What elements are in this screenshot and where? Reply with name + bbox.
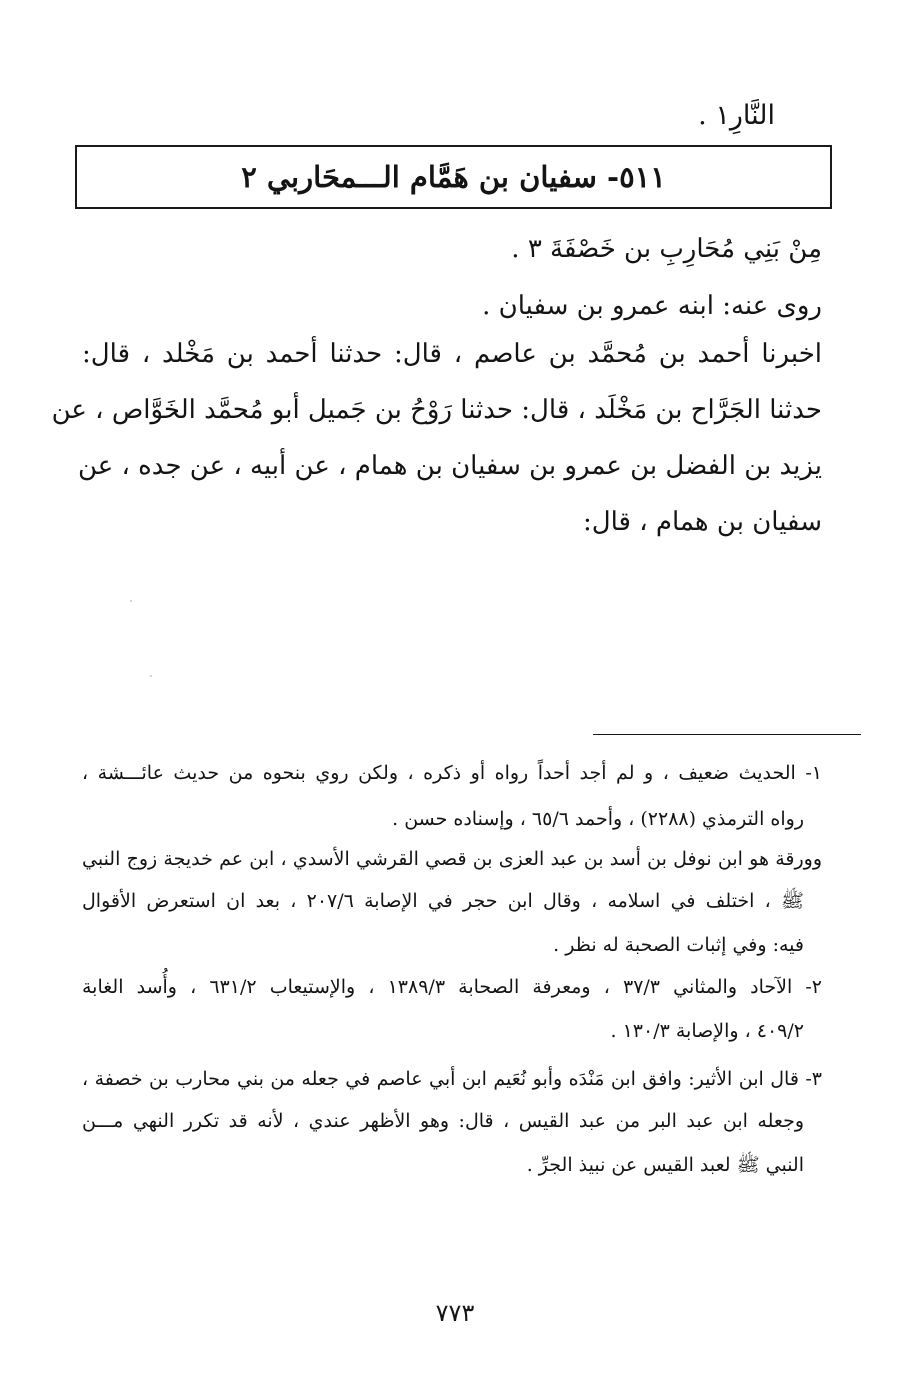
- isnad-line: حدثنا الجَرَّاح بن مَخْلَد ، قال: حدثنا رَوْحُ بن جَميل أبو مُحمَّد الخَوَّاص ، عن: [51, 395, 822, 425]
- footnote-line: ١- الحديث ضعيف ، و لم أجد أحداً رواه أو ذكره ، ولكن روي بنحوه من حديث عائـــشة ،: [82, 762, 822, 784]
- lineage-line: مِنْ بَنِي مُحَارِبِ بن خَصْفَةَ ٣ .: [511, 234, 822, 264]
- isnad-line: اخبرنا أحمد بن مُحمَّد بن عاصم ، قال: حدثنا أحمد بن مَخْلد ، قال:: [82, 339, 822, 369]
- footnote-line: وجعله ابن عبد البر من عبد القيس ، قال: وهو الأظهر عندي ، لأنه قد تكرر النهي مـــن: [82, 1110, 804, 1132]
- previous-entry-ending: النَّارِ١ .: [698, 100, 775, 131]
- page-number: ٧٧٣: [435, 1299, 475, 1327]
- footnote-line: فيه: وفي إثبات الصحبة له نظر .: [553, 934, 804, 956]
- entry-title: ٥١١- سفيان بن هَمَّام الـــمحَاربي ٢: [241, 160, 666, 194]
- isnad-line: يزيد بن الفضل بن عمرو بن سفيان بن همام ، عن أبيه ، عن جده ، عن: [77, 451, 822, 481]
- scan-speck: [130, 600, 132, 602]
- footnote-line: ٣- قال ابن الأثير: وافق ابن مَنْدَه وأبو نُعَيم ابن أبي عاصم في جعله من بني محارب بن خصفة ،: [82, 1068, 822, 1090]
- footnote-line: ﷺ ، اختلف في اسلامه ، وقال ابن حجر في الإصابة ٢٠٧/٦ ، بعد ان استعرض الأقوال: [82, 890, 804, 912]
- footnote-line: ٤٠٩/٢ ، والإصابة ١٣٠/٣ .: [610, 1020, 804, 1042]
- isnad-line: سفيان بن همام ، قال:: [582, 507, 822, 537]
- footnote-line: وورقة هو ابن نوفل بن أسد بن عبد العزى بن قصي القرشي الأسدي ، ابن عم خديجة زوج النبي: [82, 848, 822, 870]
- narrator-line: روى عنه: ابنه عمرو بن سفيان .: [482, 291, 822, 321]
- footnote-separator: [593, 734, 861, 735]
- scan-speck: [150, 675, 152, 677]
- footnote-line: النبي ﷺ لعبد القيس عن نبيذ الجرِّ .: [526, 1154, 804, 1176]
- entry-title-box: [75, 145, 832, 209]
- footnote-line: ٢- الآحاد والمثاني ٣٧/٣ ، ومعرفة الصحابة ١٣٨٩/٣ ، والإستيعاب ٦٣١/٢ ، وأُسد الغابة: [82, 976, 822, 998]
- footnote-line: رواه الترمذي (٢٢٨٨) ، وأحمد ٦٥/٦ ، وإسناده حسن .: [392, 808, 804, 830]
